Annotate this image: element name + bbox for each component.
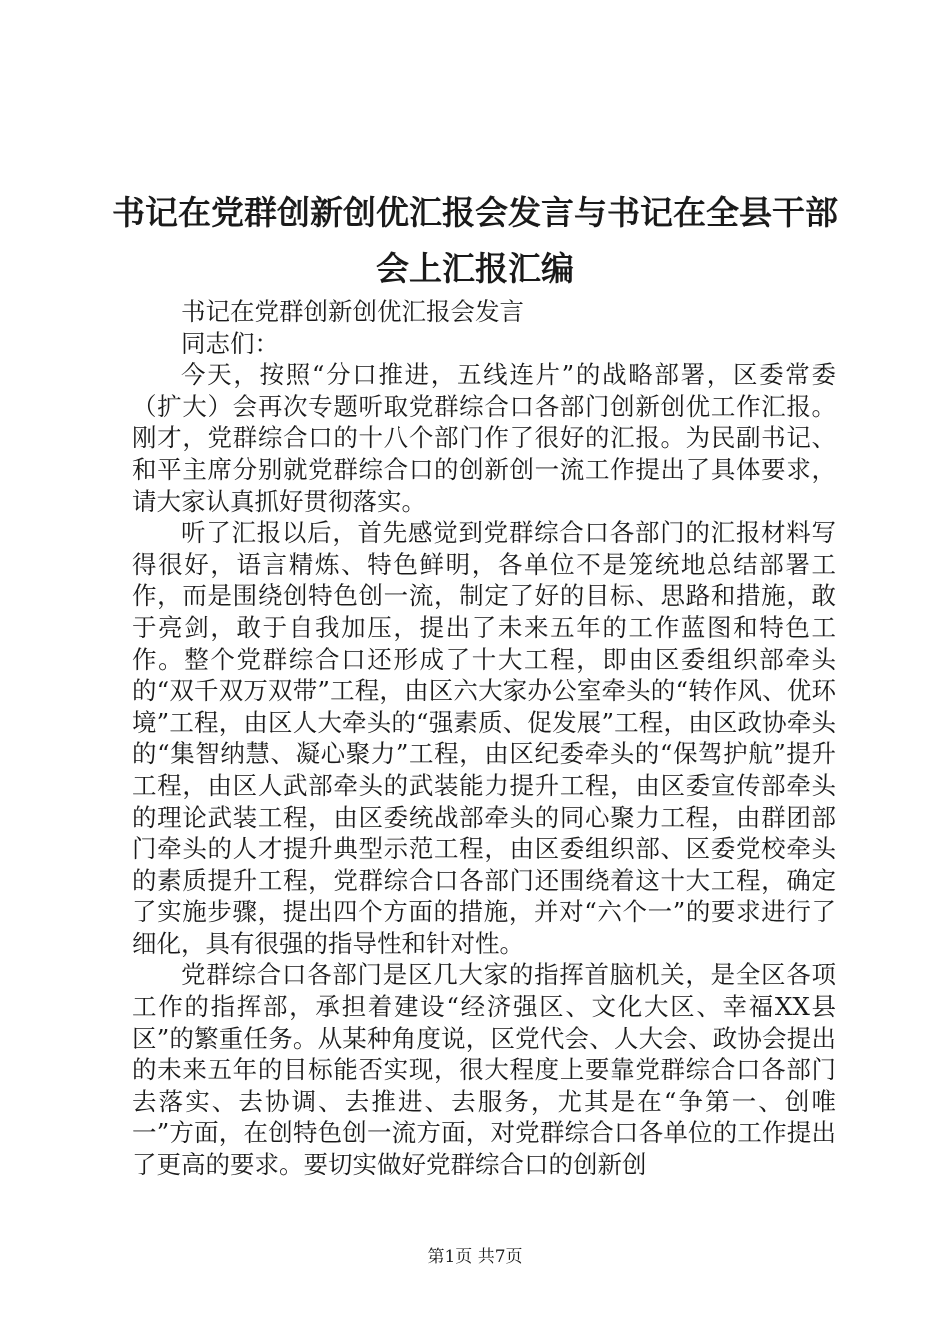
document-body	[132, 296, 836, 1181]
document-title: 书记在党群创新创优汇报会发言与书记在全县干部会上汇报汇编	[112, 193, 838, 288]
salutation: 同志们：	[181, 328, 279, 358]
paragraph: 党群综合口各部门是区几大家的指挥首脑机关，是全区各项工作的指挥部，承担着建设“经济强区、文化大区、幸福XX县区”的繁重任务。从某种角度说，区党代会、人大会、政协会提出的未来五年的目标能否实现，很大程度上要靠党群综合口各部门去落实、去协调、去推进、去服务，尤其是在“争第一、创唯一”方面，在创特色创一流方面，对党群综合口各单位的工作提出了更高的要求。要切实做好党群综合口的创新创	[132, 960, 836, 1180]
page-number: 第1页 共7页	[427, 1247, 523, 1267]
paragraph: 听了汇报以后，首先感觉到党群综合口各部门的汇报材料写得很好，语言精炼、特色鲜明，各单位不是笼统地总结部署工作，而是围绕创特色创一流，制定了好的目标、思路和措施，敢于亮剑，敢于自我加压，提出了未来五年的工作蓝图和特色工作。整个党群综合口还形成了十大工程，即由区委组织部牵头的“双千双万双带”工程，由区六大家办公室牵头的“转作风、优环境”工程，由区人大牵头的“强素质、促发展”工程，由区政协牵头的“集智纳慧、凝心聚力”工程，由区纪委牵头的“保驾护航”提升工程，由区人武部牵头的武装能力提升工程，由区委宣传部牵头的理论武装工程，由区委统战部牵头的同心聚力工程，由群团部门牵头的人才提升典型示范工程，由区委组织部、区委党校牵头的素质提升工程，党群综合口各部门还围绕着这十大工程，确定了实施步骤，提出四个方面的措施，并对“六个一”的要求进行了细化，具有很强的指导性和针对性。	[132, 518, 836, 958]
speech-heading: 书记在党群创新创优汇报会发言	[181, 297, 524, 326]
paragraph: 今天，按照“分口推进，五线连片”的战略部署，区委常委（扩大）会再次专题听取党群综合口各部门创新创优工作汇报。刚才，党群综合口的十八个部门作了很好的汇报。为民副书记、和平主席分别就党群综合口的创新创一流工作提出了具体要求，请大家认真抓好贯彻落实。	[132, 360, 836, 516]
